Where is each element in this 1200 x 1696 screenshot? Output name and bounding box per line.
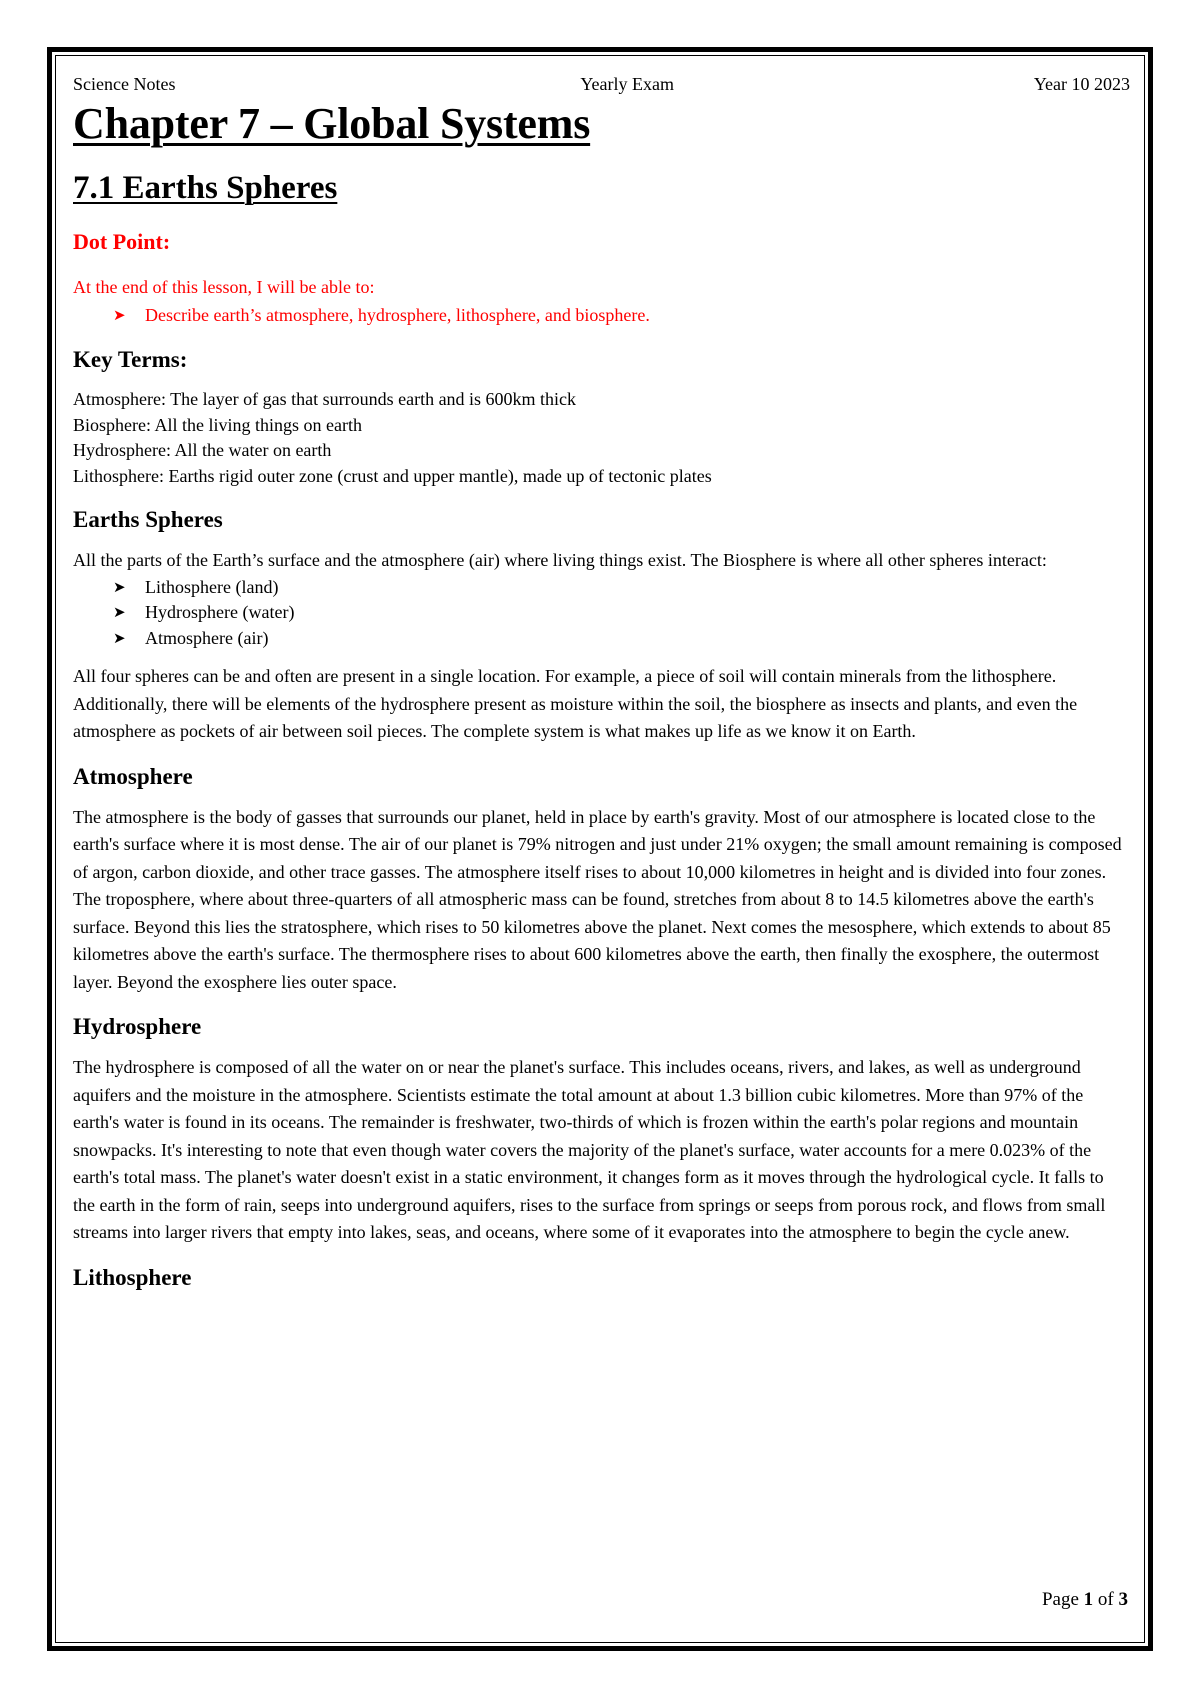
list-item (113, 302, 1130, 330)
footer-total-pages: 3 (1118, 1589, 1128, 1610)
atmosphere-paragraph: The atmosphere is the body of gasses that surrounds our planet, held in place by earth's gravity. Most of our atmosphere is located close to the earth's surface where it is most dense. The air of our planet is 79% nitrogen and just under 21% oxygen; the small amount remaining is composed of argon, carbon dioxide, and other trace gasses. The atmosphere itself rises to about 10,000 kilometres in height and is divided into four zones. The troposphere, where about three-quarters of all atmospheric mass can be found, stretches from about 8 to 14.5 kilometres above the earth's surface. Beyond this lies the stratosphere, which rises to 50 kilometres above the planet. Next comes the mesosphere, which extends to about 85 kilometres above the earth's surface. The thermosphere rises to about 600 kilometres above the earth, then finally the exosphere, the outermost layer. Beyond the exosphere lies outer space. (73, 806, 1122, 992)
list-item-text: Lithosphere (land) (145, 576, 279, 597)
key-terms-heading: Key Terms: (73, 347, 188, 372)
key-term-atmosphere: Atmosphere: The layer of gas that surrounds earth and is 600km thick (73, 389, 577, 409)
dot-point-list (73, 302, 1130, 330)
footer-of-word: of (1097, 1589, 1114, 1610)
footer-page-word: Page (1041, 1589, 1079, 1610)
dot-point-intro: At the end of this lesson, I will be able to: (73, 277, 375, 297)
list-item (113, 600, 1130, 626)
earths-spheres-intro: All the parts of the Earth’s surface and the atmosphere (air) where living things exist. The Biosphere is where all other spheres interact: (73, 550, 1047, 570)
header-right: Year 10 2023 (1033, 74, 1130, 94)
section-title: 7.1 Earths Spheres (73, 170, 338, 206)
key-term-lithosphere: Lithosphere: Earths rigid outer zone (crust and upper mantle), made up of tectonic plates (73, 465, 712, 486)
chapter-title: Chapter 7 – Global Systems (73, 99, 591, 148)
spheres-list (73, 575, 1130, 652)
list-item-text: Describe earth’s atmosphere, hydrosphere, lithosphere, and biosphere. (145, 304, 650, 325)
list-item (113, 626, 1130, 652)
arrowhead-bullet-icon: ➤ (113, 628, 126, 647)
key-terms-list (73, 387, 1130, 489)
key-term-hydrosphere: Hydrosphere: All the water on earth (73, 440, 332, 460)
dot-point-heading: Dot Point: (73, 229, 171, 254)
footer-current-page: 1 (1083, 1589, 1094, 1610)
earths-spheres-heading: Earths Spheres (73, 507, 223, 532)
earths-spheres-paragraph: All four spheres can be and often are present in a single location. For example, a piece of soil will contain minerals from the lithosphere. Additionally, there will be elements of the hydrosphere present as moisture within the soil, the biosphere as insects and plants, and even the atmosphere as pockets of air between soil pieces. The complete system is what makes up life as we know it on Earth. (73, 666, 1078, 741)
key-term-biosphere: Biosphere: All the living things on earth (73, 414, 362, 435)
arrowhead-bullet-icon: ➤ (113, 577, 126, 596)
list-item-text: Atmosphere (air) (145, 627, 269, 648)
atmosphere-heading: Atmosphere (73, 763, 193, 789)
hydrosphere-heading: Hydrosphere (73, 1014, 202, 1039)
page-header (73, 72, 1130, 96)
lithosphere-heading: Lithosphere (73, 1264, 192, 1290)
document-content (73, 72, 1130, 1293)
list-item (113, 575, 1130, 601)
page-footer (1042, 1588, 1128, 1612)
arrowhead-bullet-icon: ➤ (113, 603, 126, 621)
hydrosphere-paragraph: The hydrosphere is composed of all the water on or near the planet's surface. This includes oceans, rivers, and lakes, as well as underground aquifers and the moisture in the atmosphere. Scientists estimate the total amount at about 1.3 billion cubic kilometres. More than 97% of the earth's water is found in its oceans. The remainder is freshwater, two-thirds of which is frozen within the earth's polar regions and mountain snowpacks. It's interesting to note that even though water covers the majority of the planet's surface, water accounts for a mere 0.023% of the earth's total mass. The planet's water doesn't exist in a static environment, it changes form as it moves through the hydrological cycle. It falls to the earth in the form of rain, seeps into underground aquifers, rises to the surface from springs or seeps from porous rock, and flows from small streams into larger rivers that empty into lakes, seas, and oceans, where some of it evaporates into the atmosphere to begin the cycle anew. (73, 1057, 1106, 1242)
header-left: Science Notes (73, 74, 176, 94)
list-item-text: Hydrosphere (water) (145, 602, 295, 622)
header-center: Yearly Exam (580, 74, 674, 94)
arrowhead-bullet-icon: ➤ (113, 305, 126, 324)
